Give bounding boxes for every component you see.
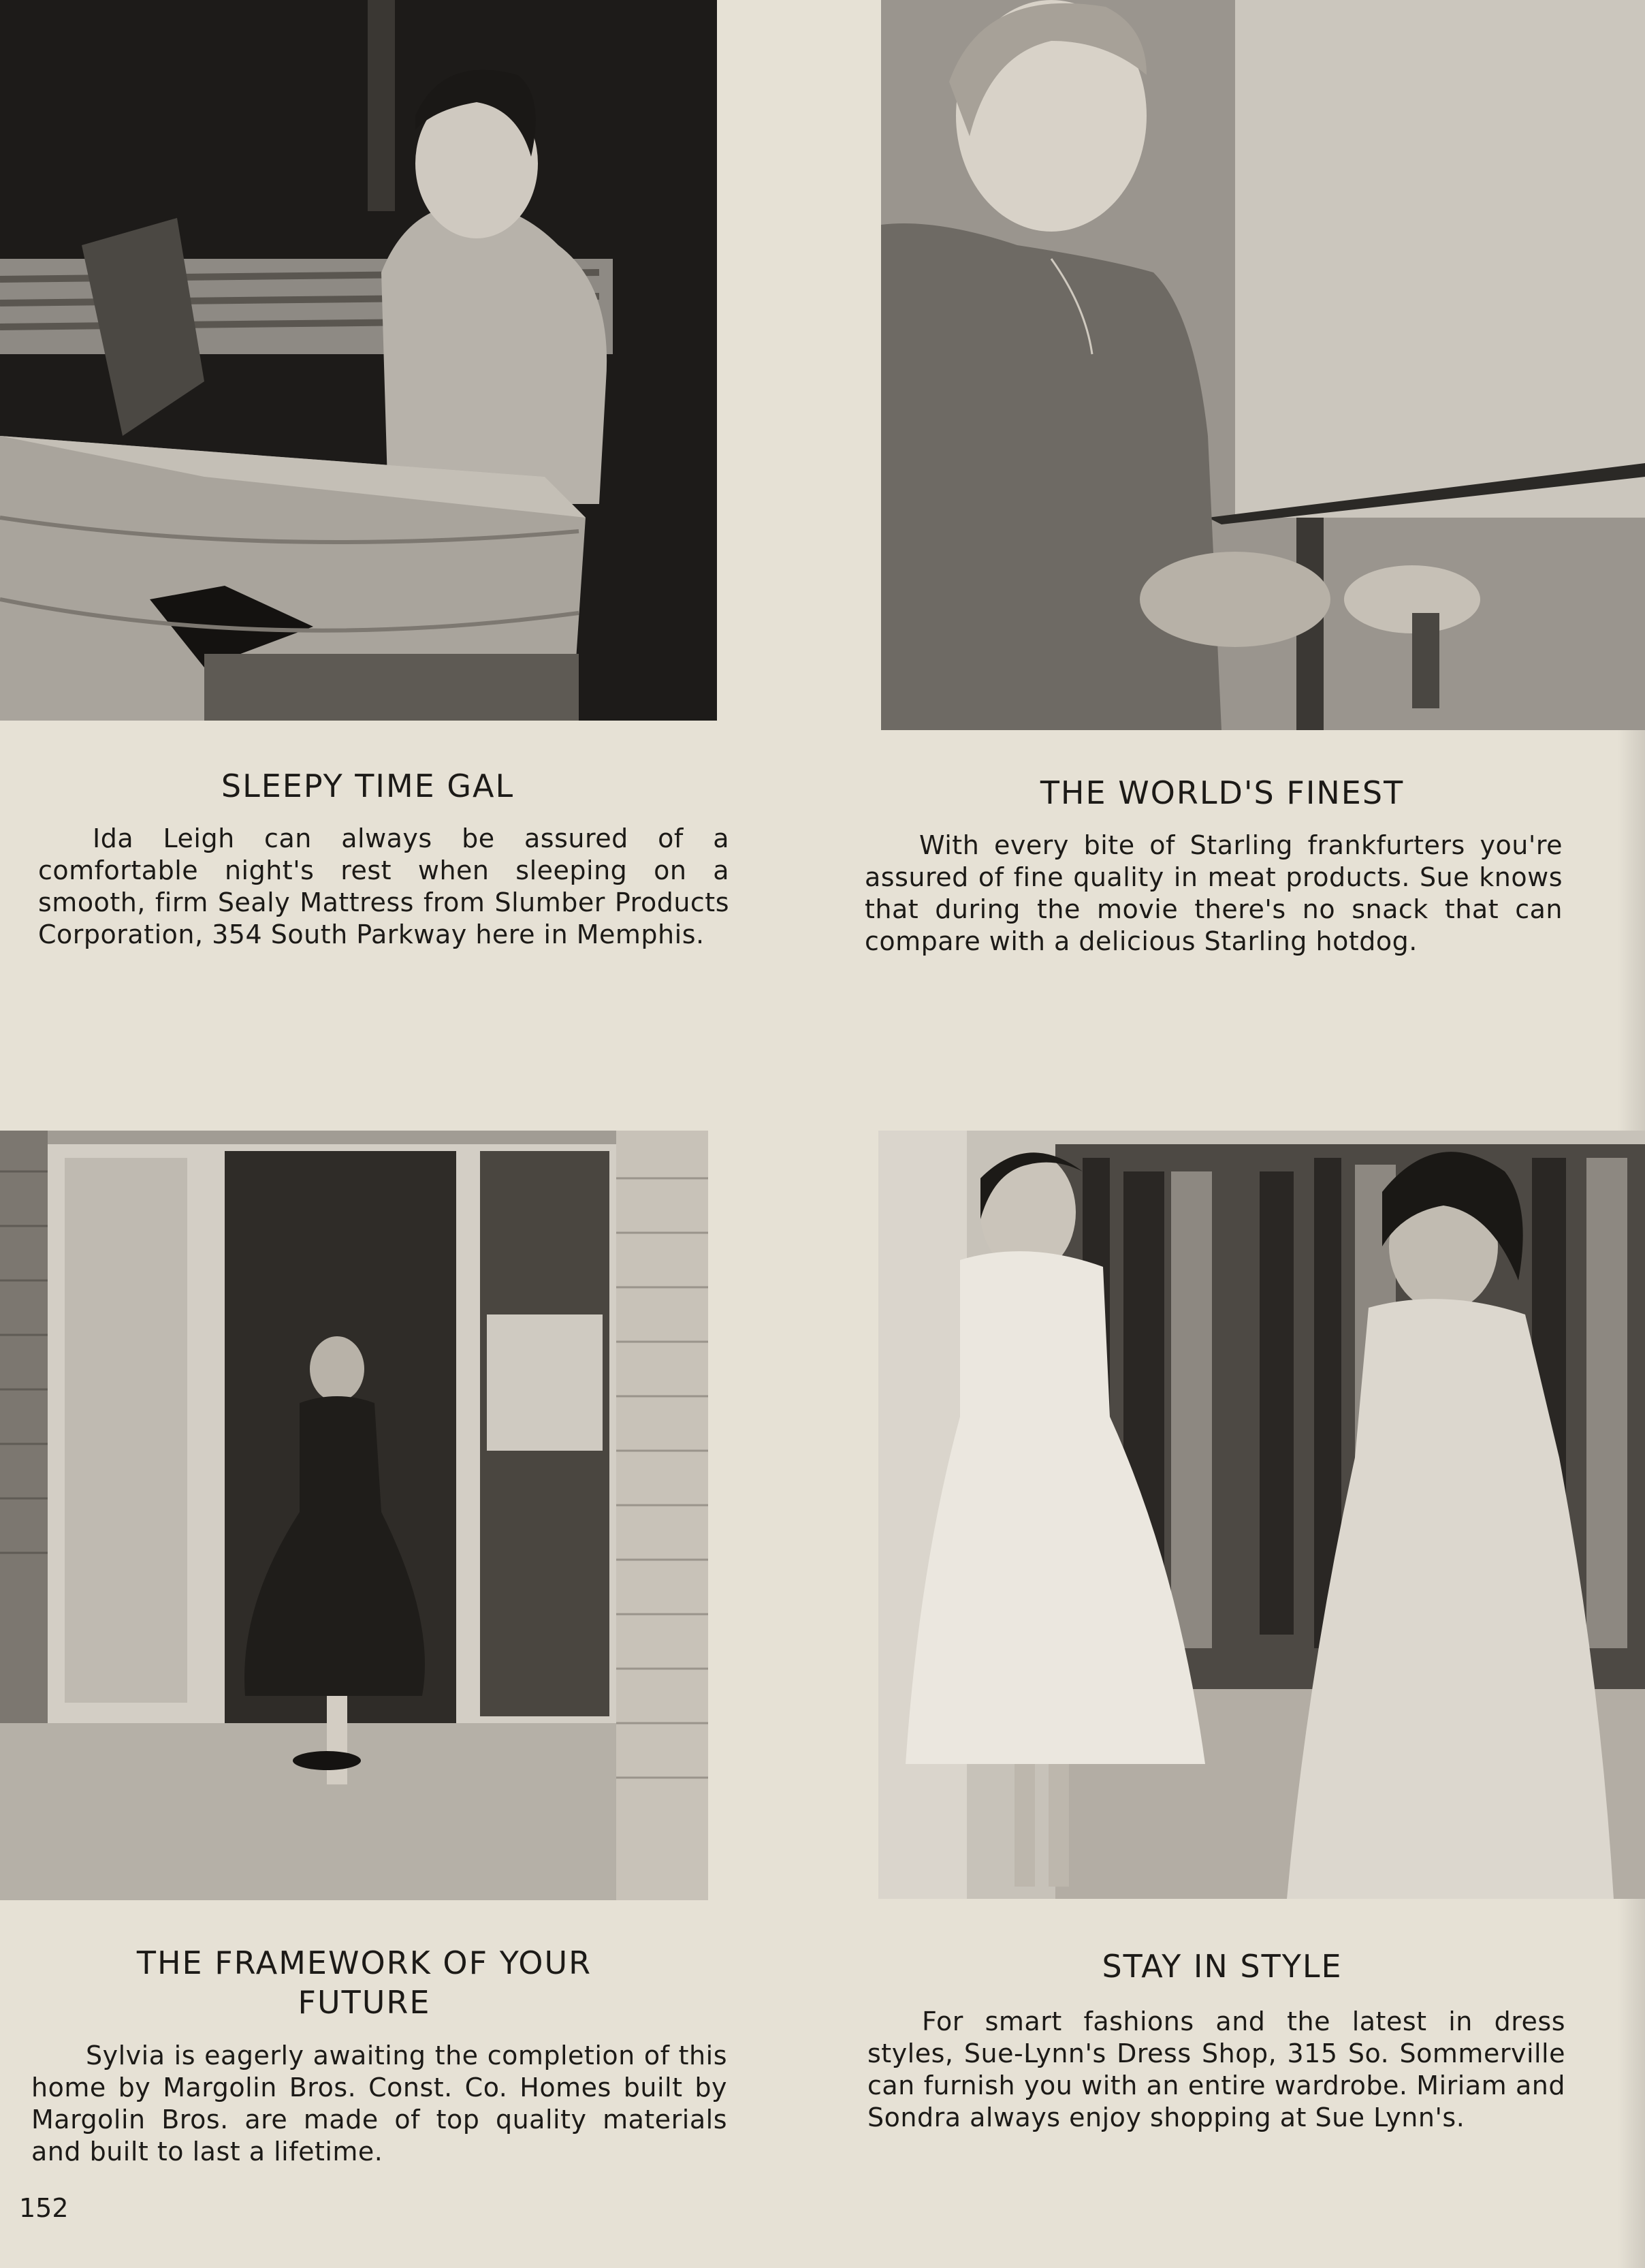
ad-title-stay-in-style: STAY IN STYLE	[1102, 1948, 1343, 1985]
ad-title-framework-line1: THE FRAMEWORK OF YOUR	[136, 1944, 592, 1981]
ad-caption-worlds-finest: With every bite of Starling frankfurters you're assured of fine quality in meat products. Sue knows that during the movie there's no snack that can compare with a delicious Starling hotdog.	[865, 830, 1563, 956]
page-number: 152	[19, 2193, 69, 2223]
ad-title-worlds-finest: THE WORLD'S FINEST	[1040, 774, 1405, 811]
dress-shop-photo	[878, 1131, 1645, 1899]
ad-caption-stay-in-style: For smart fashions and the latest in dress styles, Sue-Lynn's Dress Shop, 315 So. Sommerville can furnish you with an entire wardrobe. Miriam and Sondra always enjoy shopping at Sue Lynn's.	[867, 2006, 1565, 2132]
house-doorway-photo	[0, 1131, 708, 1900]
ad-title-sleepy-time-gal: SLEEPY TIME GAL	[221, 768, 515, 804]
refrigerator-photo	[881, 0, 1645, 730]
mattress-photo	[0, 0, 717, 721]
ad-caption-framework: Sylvia is eagerly awaiting the completion of this home by Margolin Bros. Const. Co. Homes built by Margolin Bros. are made of top quality materials and built to last a lifetime.	[31, 2041, 727, 2167]
ad-title-framework-line2: FUTURE	[298, 1984, 431, 2021]
ad-caption-sleepy-time-gal: Ida Leigh can always be assured of a comfortable night's rest when sleeping on a smooth, firm Sealy Mattress from Slumber Products Corporation, 354 South Parkway here in Memphis.	[38, 823, 729, 949]
